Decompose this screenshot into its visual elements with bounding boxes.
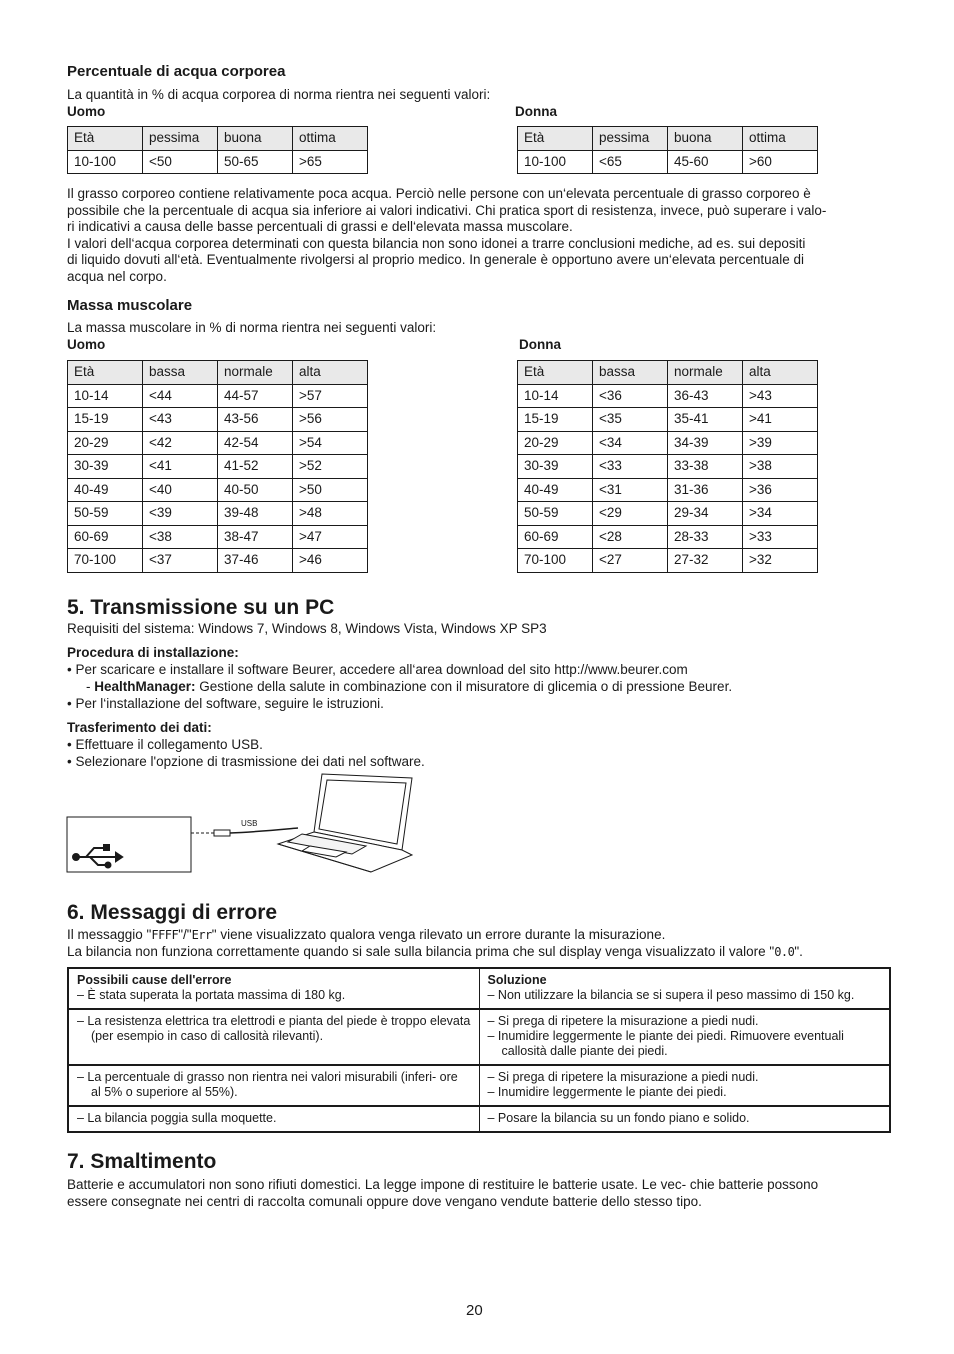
paragraph-line: acqua nel corpo. <box>67 268 167 284</box>
table-cell: 37-46 <box>218 549 293 573</box>
error-table-item: – La resistenza elettrica tra elettrodi e pianta del piede è troppo elevata (per esempio in caso di callosità rilevanti). <box>77 1014 471 1043</box>
paragraph-line: I valori dell‘acqua corporea determinati con questa bilancia non sono idonei a trarre conclusioni mediche, ad es. sui depositi <box>67 235 806 251</box>
error-table-item: – La percentuale di grasso non rientra nei valori misurabili (inferi- ore al 5% o superiore al 55%). <box>77 1070 458 1099</box>
error-solution-cell <box>479 968 890 1009</box>
table-cell: <37 <box>143 549 218 573</box>
error-cause-cell <box>68 1106 479 1132</box>
table-cell: >50 <box>293 478 368 502</box>
table-header-cell: pessima <box>143 127 218 151</box>
table-header-cell: buona <box>668 127 743 151</box>
table-cell: >46 <box>293 549 368 573</box>
table-header-cell: alta <box>743 361 818 385</box>
table-row <box>68 478 368 502</box>
table-cell: 43-56 <box>218 408 293 432</box>
error-code-ffff: FFFF <box>151 928 179 942</box>
install-substep-prefix: - <box>86 679 95 694</box>
error-cause-cell <box>68 1009 479 1065</box>
table-cell: >43 <box>743 384 818 408</box>
install-title: Procedura di installazione: <box>67 645 239 660</box>
table-row <box>518 502 818 526</box>
table-cell: 15-19 <box>68 408 143 432</box>
errors-line1-text-c: " viene visualizzato qualora venga rilevato un errore durante la misurazione. <box>211 927 666 942</box>
table-cell: >34 <box>743 502 818 526</box>
table-cell: >39 <box>743 431 818 455</box>
muscle-women-table <box>517 360 818 573</box>
error-table-item: – Posare la bilancia su un fondo piano e solido. <box>487 1111 750 1125</box>
table-cell: <50 <box>143 150 218 174</box>
install-step-1: • Per scaricare e installare il software Beurer, accedere all‘area download del sito http://www.beurer.com <box>67 662 688 677</box>
error-table-row <box>68 1065 890 1106</box>
table-cell: 36-43 <box>668 384 743 408</box>
error-solution-cell <box>479 1065 890 1106</box>
error-table-item: – Non utilizzare la bilancia se si supera il peso massimo di 150 kg. <box>487 988 855 1002</box>
errors-line2-text-a: La bilancia non funziona correttamente quando si sale sulla bilancia prima che sul display venga visualizzato il valore " <box>67 944 775 959</box>
disposal-section-title: 7. Smaltimento <box>67 1150 217 1173</box>
table-row <box>68 431 368 455</box>
table-row <box>68 549 368 573</box>
muscle-men-table <box>67 360 368 573</box>
table-cell: <36 <box>593 384 668 408</box>
table-cell: 30-39 <box>518 455 593 479</box>
error-table-item: – Si prega di ripetere la misurazione a piedi nudi. <box>487 1070 759 1084</box>
table-cell: <33 <box>593 455 668 479</box>
table-row <box>68 502 368 526</box>
table-cell: >54 <box>293 431 368 455</box>
table-cell: <42 <box>143 431 218 455</box>
paragraph-line: Il grasso corporeo contiene relativamente poca acqua. Perciò nelle persone con un‘elevata percentuale di grasso corporeo è <box>67 186 811 201</box>
transfer-title: Trasferimento dei dati: <box>67 720 212 735</box>
table-cell: >48 <box>293 502 368 526</box>
water-section-title: Percentuale di acqua corporea <box>67 63 286 80</box>
table-header-cell: ottima <box>743 127 818 151</box>
table-header-row <box>518 361 818 385</box>
page-number: 20 <box>466 1302 483 1319</box>
table-row <box>518 150 818 174</box>
water-men-table <box>67 126 368 174</box>
table-header-row <box>68 361 368 385</box>
table-row <box>68 455 368 479</box>
table-cell: 44-57 <box>218 384 293 408</box>
table-header-row <box>518 127 818 151</box>
table-row <box>518 384 818 408</box>
table-cell: <38 <box>143 525 218 549</box>
table-cell: 31-36 <box>668 478 743 502</box>
table-cell: <39 <box>143 502 218 526</box>
error-table-row <box>68 968 890 1009</box>
pc-requirements: Requisiti del sistema: Windows 7, Windows 8, Windows Vista, Windows XP SP3 <box>67 621 547 636</box>
errors-line1-text-a: Il messaggio " <box>67 927 152 942</box>
table-row <box>68 408 368 432</box>
error-solution-cell <box>479 1009 890 1065</box>
paragraph-line: di liquido dovuti all‘età. Eventualmente rivolgersi al proprio medico. In generale è opportuno avere un‘elevata percentuale di <box>67 252 804 267</box>
table-row <box>518 478 818 502</box>
table-cell: >32 <box>743 549 818 573</box>
table-row <box>518 525 818 549</box>
table-header-cell: ottima <box>293 127 368 151</box>
error-cause-cell <box>68 968 479 1009</box>
table-cell: 30-39 <box>68 455 143 479</box>
table-row <box>68 150 368 174</box>
table-cell: 35-41 <box>668 408 743 432</box>
water-intro: La quantità in % di acqua corporea di norma rientra nei seguenti valori: <box>67 87 491 102</box>
table-cell: >47 <box>293 525 368 549</box>
errors-line1-text-b: "/" <box>178 927 192 942</box>
error-code-err: Err <box>191 928 212 942</box>
table-cell: 50-59 <box>68 502 143 526</box>
table-header-cell: buona <box>218 127 293 151</box>
paragraph-line: possibile che la percentuale di acqua sia inferiore ai valori indicativi. Chi pratica sport di resistenza, invece, può superare i valo- <box>67 202 827 218</box>
water-women-label: Donna <box>515 104 557 119</box>
table-cell: 42-54 <box>218 431 293 455</box>
transfer-step-1: • Effettuare il collegamento USB. <box>67 737 263 752</box>
table-cell: <41 <box>143 455 218 479</box>
table-header-row <box>68 127 368 151</box>
table-cell: <31 <box>593 478 668 502</box>
table-cell: <28 <box>593 525 668 549</box>
table-cell: 33-38 <box>668 455 743 479</box>
table-cell: 60-69 <box>518 525 593 549</box>
table-cell: 27-32 <box>668 549 743 573</box>
errors-section-title: 6. Messaggi di errore <box>67 901 278 924</box>
table-cell: 40-49 <box>68 478 143 502</box>
table-cell: 20-29 <box>68 431 143 455</box>
errors-message-line <box>67 927 665 944</box>
table-cell: <35 <box>593 408 668 432</box>
error-cause-cell <box>68 1065 479 1106</box>
table-header-cell: alta <box>293 361 368 385</box>
table-cell: >33 <box>743 525 818 549</box>
table-cell: >36 <box>743 478 818 502</box>
error-table-item: – Inumidire leggermente le piante dei piedi. <box>487 1085 727 1099</box>
table-cell: 41-52 <box>218 455 293 479</box>
table-cell: 60-69 <box>68 525 143 549</box>
table-header-cell: Età <box>518 127 593 151</box>
table-cell: <29 <box>593 502 668 526</box>
table-cell: <34 <box>593 431 668 455</box>
table-cell: <43 <box>143 408 218 432</box>
errors-line2-text-b: ". <box>794 944 803 959</box>
table-cell: 50-65 <box>218 150 293 174</box>
table-cell: 70-100 <box>68 549 143 573</box>
table-cell: >65 <box>293 150 368 174</box>
error-table-header: Soluzione <box>487 973 547 987</box>
table-cell: 34-39 <box>668 431 743 455</box>
install-substep <box>86 679 732 696</box>
transfer-step-2: • Selezionare l'opzione di trasmissione dei dati nel software. <box>67 754 425 769</box>
table-header-cell: pessima <box>593 127 668 151</box>
error-table-item: – Inumidire leggermente le piante dei piedi. Rimuovere eventuali callosità dalle piante dei piedi. <box>487 1029 844 1058</box>
water-paragraph <box>67 186 897 285</box>
water-men-label: Uomo <box>67 104 106 119</box>
pc-section-title: 5. Transmissione su un PC <box>67 596 335 619</box>
error-table-row <box>68 1106 890 1132</box>
table-header-cell: Età <box>68 361 143 385</box>
usb-label: USB <box>241 819 258 828</box>
table-cell: <27 <box>593 549 668 573</box>
install-step-2: • Per l‘installazione del software, seguire le istruzioni. <box>67 696 384 711</box>
table-cell: 10-100 <box>518 150 593 174</box>
table-row <box>518 408 818 432</box>
table-row <box>68 384 368 408</box>
table-cell: 45-60 <box>668 150 743 174</box>
table-header-cell: bassa <box>593 361 668 385</box>
table-cell: 10-100 <box>68 150 143 174</box>
table-cell: 70-100 <box>518 549 593 573</box>
table-header-cell: Età <box>518 361 593 385</box>
muscle-section-title: Massa muscolare <box>67 297 193 314</box>
table-cell: >57 <box>293 384 368 408</box>
errors-display-line <box>67 944 803 961</box>
table-cell: 39-48 <box>218 502 293 526</box>
table-cell: 29-34 <box>668 502 743 526</box>
error-table-item: – La bilancia poggia sulla moquette. <box>77 1111 277 1125</box>
error-table-item: – È stata superata la portata massima di 180 kg. <box>77 988 346 1002</box>
table-cell: >56 <box>293 408 368 432</box>
usb-connection-illustration <box>66 772 418 876</box>
table-cell: 40-50 <box>218 478 293 502</box>
table-cell: 28-33 <box>668 525 743 549</box>
table-header-cell: Età <box>68 127 143 151</box>
muscle-intro: La massa muscolare in % di norma rientra nei seguenti valori: <box>67 320 437 335</box>
error-table <box>67 967 891 1133</box>
paragraph-line: ri indicativi a causa delle basse percentuali di grassi e dell‘elevata massa muscolare. <box>67 219 573 234</box>
table-cell: 20-29 <box>518 431 593 455</box>
error-table-header: Possibili cause dell'errore <box>77 973 232 987</box>
table-row <box>518 431 818 455</box>
table-cell: <65 <box>593 150 668 174</box>
water-women-table <box>517 126 818 174</box>
muscle-men-label: Uomo <box>67 337 106 352</box>
install-substep-text: Gestione della salute in combinazione con il misuratore di glicemia o di pressione Beurer. <box>195 679 733 694</box>
table-header-cell: normale <box>218 361 293 385</box>
table-header-cell: bassa <box>143 361 218 385</box>
error-solution-cell <box>479 1106 890 1132</box>
table-cell: <40 <box>143 478 218 502</box>
table-row <box>518 455 818 479</box>
table-cell: 38-47 <box>218 525 293 549</box>
table-cell: >52 <box>293 455 368 479</box>
table-cell: >41 <box>743 408 818 432</box>
table-cell: <44 <box>143 384 218 408</box>
table-cell: >38 <box>743 455 818 479</box>
table-row <box>68 525 368 549</box>
table-cell: 40-49 <box>518 478 593 502</box>
healthmanager-label: HealthManager: <box>94 679 196 694</box>
table-header-cell: normale <box>668 361 743 385</box>
table-cell: 10-14 <box>68 384 143 408</box>
error-table-row <box>68 1009 890 1065</box>
table-cell: >60 <box>743 150 818 174</box>
laptop-illustration <box>278 774 412 872</box>
display-value-zero: 0.0 <box>774 945 795 959</box>
disposal-line-2: essere consegnate nei centri di raccolta comunali oppure dove vengano vendute batterie dello stesso tipo. <box>67 1194 702 1209</box>
table-row <box>518 549 818 573</box>
error-table-item: – Si prega di ripetere la misurazione a piedi nudi. <box>487 1014 759 1028</box>
table-cell: 50-59 <box>518 502 593 526</box>
table-cell: 10-14 <box>518 384 593 408</box>
muscle-women-label: Donna <box>519 337 561 352</box>
table-cell: 15-19 <box>518 408 593 432</box>
disposal-line-1: Batterie e accumulatori non sono rifiuti domestici. La legge impone di restituire le batterie usate. Le vec- chie batterie possono <box>67 1177 819 1192</box>
